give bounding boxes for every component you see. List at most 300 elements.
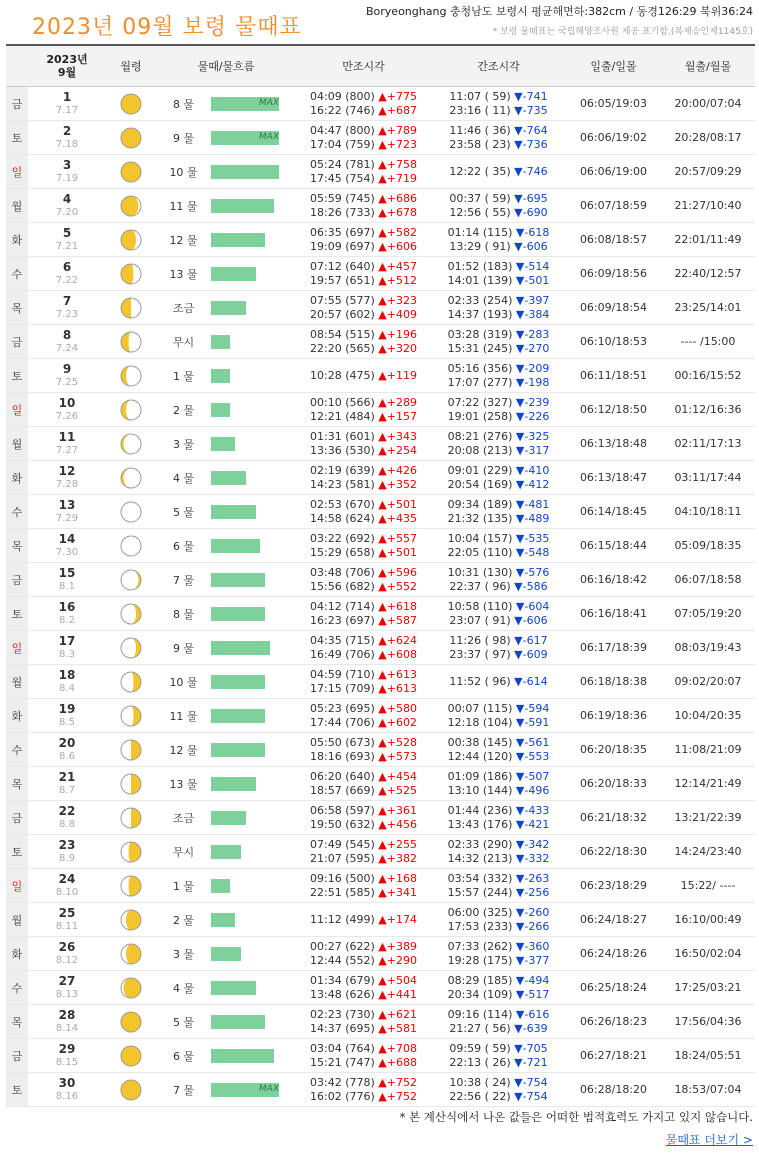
high-tide-header: 만조시각 xyxy=(296,45,431,87)
table-row xyxy=(6,121,755,155)
moonrise-moonset: 04:10/18:11 xyxy=(661,495,755,529)
date-cell: 2 7.18 xyxy=(28,121,106,155)
tide-flow-bar xyxy=(211,733,296,767)
date-cell: 14 7.30 xyxy=(28,529,106,563)
tide-type: 7 물 xyxy=(156,563,211,597)
low-tide-times: 01:44 (236) ▼-433 13:43 (176) ▼-421 xyxy=(431,801,566,835)
table-row xyxy=(6,529,755,563)
date-header: 2023년 9월 xyxy=(28,45,106,87)
moonrise-moonset: 14:24/23:40 xyxy=(661,835,755,869)
moon-header: 월령 xyxy=(106,45,156,87)
tide-flow-fill xyxy=(211,301,246,315)
tide-flow-bar xyxy=(211,1073,296,1107)
tide-flow-fill xyxy=(211,607,265,621)
day-of-week: 일 xyxy=(6,393,28,427)
tide-type: 1 물 xyxy=(156,359,211,393)
moonrise-moonset: ---- /15:00 xyxy=(661,325,755,359)
date-cell: 24 8.10 xyxy=(28,869,106,903)
moon-phase-icon xyxy=(106,1073,156,1107)
disclaimer: * 본 계산식에서 나온 값들은 어떠한 법적효력도 가지고 있지 않습니다. xyxy=(399,1110,753,1124)
day-of-week: 목 xyxy=(6,529,28,563)
tide-flow-bar xyxy=(211,529,296,563)
table-row xyxy=(6,155,755,189)
moon-phase-icon xyxy=(106,359,156,393)
tide-type: 8 물 xyxy=(156,597,211,631)
tide-flow-bar xyxy=(211,461,296,495)
tide-flow-bar xyxy=(211,359,296,393)
table-row xyxy=(6,563,755,597)
sunrise-header: 일출/일몰 xyxy=(566,45,661,87)
sunrise-sunset: 06:11/18:51 xyxy=(566,359,661,393)
high-tide-times: 06:35 (697) ▲+582 19:09 (697) ▲+606 xyxy=(296,223,431,257)
sunrise-sunset: 06:06/19:02 xyxy=(566,121,661,155)
tide-flow-bar xyxy=(211,1039,296,1073)
table-row xyxy=(6,1073,755,1107)
day-of-week: 수 xyxy=(6,733,28,767)
moon-phase-icon xyxy=(106,257,156,291)
sunrise-sunset: 06:20/18:33 xyxy=(566,767,661,801)
tide-flow-fill xyxy=(211,1049,274,1063)
tide-flow-fill xyxy=(211,233,265,247)
tide-type: 6 물 xyxy=(156,529,211,563)
day-of-week: 토 xyxy=(6,835,28,869)
table-row xyxy=(6,733,755,767)
day-of-week: 월 xyxy=(6,903,28,937)
moonrise-moonset: 08:03/19:43 xyxy=(661,631,755,665)
tide-table xyxy=(6,44,755,1107)
day-of-week: 목 xyxy=(6,1005,28,1039)
tide-flow-bar xyxy=(211,223,296,257)
tide-type: 3 물 xyxy=(156,937,211,971)
moon-phase-icon xyxy=(106,971,156,1005)
tide-type: 13 물 xyxy=(156,257,211,291)
moon-phase-icon xyxy=(106,461,156,495)
moonrise-moonset: 01:12/16:36 xyxy=(661,393,755,427)
day-of-week: 금 xyxy=(6,1039,28,1073)
high-tide-times: 10:28 (475) ▲+119 xyxy=(296,359,431,393)
low-tide-times: 00:07 (115) ▼-594 12:18 (104) ▼-591 xyxy=(431,699,566,733)
date-cell: 11 7.27 xyxy=(28,427,106,461)
table-row xyxy=(6,767,755,801)
moon-phase-icon xyxy=(106,699,156,733)
sunrise-sunset: 06:09/18:54 xyxy=(566,291,661,325)
table-row xyxy=(6,869,755,903)
moon-phase-icon xyxy=(106,835,156,869)
date-cell: 5 7.21 xyxy=(28,223,106,257)
date-cell: 28 8.14 xyxy=(28,1005,106,1039)
high-tide-times: 07:12 (640) ▲+457 19:57 (651) ▲+512 xyxy=(296,257,431,291)
tide-flow-fill xyxy=(211,947,241,961)
date-cell: 17 8.3 xyxy=(28,631,106,665)
low-tide-times: 01:09 (186) ▼-507 13:10 (144) ▼-496 xyxy=(431,767,566,801)
tide-type: 무시 xyxy=(156,835,211,869)
moonrise-moonset: 22:40/12:57 xyxy=(661,257,755,291)
tide-flow-fill xyxy=(211,777,256,791)
table-row xyxy=(6,325,755,359)
tide-flow-bar xyxy=(211,937,296,971)
moon-phase-icon xyxy=(106,563,156,597)
tide-flow-fill xyxy=(211,369,230,383)
sunrise-sunset: 06:28/18:20 xyxy=(566,1073,661,1107)
date-cell: 30 8.16 xyxy=(28,1073,106,1107)
more-tide-link[interactable]: 물때표 더보기 > xyxy=(665,1133,753,1147)
sunrise-sunset: 06:06/19:00 xyxy=(566,155,661,189)
tide-flow-bar xyxy=(211,869,296,903)
tide-type: 4 물 xyxy=(156,461,211,495)
sunrise-sunset: 06:26/18:23 xyxy=(566,1005,661,1039)
moon-phase-icon xyxy=(106,937,156,971)
day-of-week: 화 xyxy=(6,461,28,495)
tide-flow-fill xyxy=(211,199,274,213)
day-of-week: 금 xyxy=(6,563,28,597)
tide-flow-fill xyxy=(211,709,265,723)
moon-phase-icon xyxy=(106,291,156,325)
day-of-week: 토 xyxy=(6,121,28,155)
sunrise-sunset: 06:24/18:26 xyxy=(566,937,661,971)
table-row xyxy=(6,291,755,325)
tide-type: 9 물 xyxy=(156,121,211,155)
low-tide-times: 00:38 (145) ▼-561 12:44 (120) ▼-553 xyxy=(431,733,566,767)
tide-flow-fill xyxy=(211,981,256,995)
moonrise-moonset: 17:25/03:21 xyxy=(661,971,755,1005)
low-tide-times: 10:58 (110) ▼-604 23:07 ( 91) ▼-606 xyxy=(431,597,566,631)
moonrise-moonset: 07:05/19:20 xyxy=(661,597,755,631)
sunrise-sunset: 06:20/18:35 xyxy=(566,733,661,767)
moon-phase-icon xyxy=(106,325,156,359)
tide-flow-bar xyxy=(211,971,296,1005)
tide-type: 12 물 xyxy=(156,223,211,257)
day-of-week: 일 xyxy=(6,869,28,903)
sunrise-sunset: 06:10/18:53 xyxy=(566,325,661,359)
tide-flow-fill xyxy=(211,403,230,417)
table-row xyxy=(6,835,755,869)
low-tide-times: 07:33 (262) ▼-360 19:28 (175) ▼-377 xyxy=(431,937,566,971)
tide-flow-fill xyxy=(211,675,265,689)
low-tide-times: 00:37 ( 59) ▼-695 12:56 ( 55) ▼-690 xyxy=(431,189,566,223)
low-tide-times: 06:00 (325) ▼-260 17:53 (233) ▼-266 xyxy=(431,903,566,937)
high-tide-times: 00:10 (566) ▲+289 12:21 (484) ▲+157 xyxy=(296,393,431,427)
moon-phase-icon xyxy=(106,529,156,563)
high-tide-times: 04:12 (714) ▲+618 16:23 (697) ▲+587 xyxy=(296,597,431,631)
high-tide-times: 07:55 (577) ▲+323 20:57 (602) ▲+409 xyxy=(296,291,431,325)
sunrise-sunset: 06:12/18:50 xyxy=(566,393,661,427)
tide-type: 12 물 xyxy=(156,733,211,767)
high-tide-times: 02:19 (639) ▲+426 14:23 (581) ▲+352 xyxy=(296,461,431,495)
tide-flow-bar xyxy=(211,155,296,189)
low-tide-times: 09:16 (114) ▼-616 21:27 ( 56) ▼-639 xyxy=(431,1005,566,1039)
moon-phase-icon xyxy=(106,767,156,801)
moonrise-moonset: 00:16/15:52 xyxy=(661,359,755,393)
date-cell: 25 8.11 xyxy=(28,903,106,937)
day-of-week: 금 xyxy=(6,325,28,359)
moonrise-moonset: 16:10/00:49 xyxy=(661,903,755,937)
tide-flow-bar xyxy=(211,393,296,427)
low-tide-times: 10:31 (130) ▼-576 22:37 ( 96) ▼-586 xyxy=(431,563,566,597)
date-cell: 13 7.29 xyxy=(28,495,106,529)
date-cell: 6 7.22 xyxy=(28,257,106,291)
low-tide-times: 02:33 (290) ▼-342 14:32 (213) ▼-332 xyxy=(431,835,566,869)
tide-type: 7 물 xyxy=(156,1073,211,1107)
date-cell: 9 7.25 xyxy=(28,359,106,393)
tide-flow-fill xyxy=(211,267,256,281)
date-cell: 15 8.1 xyxy=(28,563,106,597)
tide-flow-bar xyxy=(211,903,296,937)
high-tide-times: 03:48 (706) ▲+596 15:56 (682) ▲+552 xyxy=(296,563,431,597)
tide-type: 5 물 xyxy=(156,495,211,529)
table-row xyxy=(6,903,755,937)
table-row xyxy=(6,801,755,835)
tide-type: 조금 xyxy=(156,801,211,835)
high-tide-times: 05:50 (673) ▲+528 18:16 (693) ▲+573 xyxy=(296,733,431,767)
low-tide-times: 08:21 (276) ▼-325 20:08 (213) ▼-317 xyxy=(431,427,566,461)
tide-type: 1 물 xyxy=(156,869,211,903)
high-tide-times: 01:31 (601) ▲+343 13:36 (530) ▲+254 xyxy=(296,427,431,461)
moon-phase-icon xyxy=(106,733,156,767)
tide-type: 4 물 xyxy=(156,971,211,1005)
tide-type: 10 물 xyxy=(156,155,211,189)
tide-flow-bar xyxy=(211,835,296,869)
tide-type: 2 물 xyxy=(156,903,211,937)
sunrise-sunset: 06:05/19:03 xyxy=(566,87,661,121)
tide-type: 10 물 xyxy=(156,665,211,699)
day-of-week: 월 xyxy=(6,189,28,223)
table-row xyxy=(6,937,755,971)
moonrise-moonset: 20:28/08:17 xyxy=(661,121,755,155)
tide-type-header: 물때/물흐름 xyxy=(156,45,296,87)
page-title: 2023년 09월 보령 물때표 xyxy=(32,15,302,40)
sunrise-sunset: 06:16/18:42 xyxy=(566,563,661,597)
tide-flow-fill xyxy=(211,437,235,451)
sunrise-sunset: 06:15/18:44 xyxy=(566,529,661,563)
high-tide-times: 04:59 (710) ▲+613 17:15 (709) ▲+613 xyxy=(296,665,431,699)
tide-flow-bar xyxy=(211,291,296,325)
max-label: MAX xyxy=(258,1083,279,1094)
low-tide-times: 11:07 ( 59) ▼-741 23:16 ( 11) ▼-735 xyxy=(431,87,566,121)
tide-flow-fill xyxy=(211,913,235,927)
day-of-week: 목 xyxy=(6,767,28,801)
tide-flow-bar xyxy=(211,1005,296,1039)
date-cell: 23 8.9 xyxy=(28,835,106,869)
date-cell: 16 8.2 xyxy=(28,597,106,631)
table-row xyxy=(6,427,755,461)
day-of-week: 수 xyxy=(6,495,28,529)
date-cell: 12 7.28 xyxy=(28,461,106,495)
tide-flow-bar xyxy=(211,767,296,801)
date-cell: 1 7.17 xyxy=(28,87,106,121)
sunrise-sunset: 06:13/18:47 xyxy=(566,461,661,495)
high-tide-times: 03:22 (692) ▲+557 15:29 (658) ▲+501 xyxy=(296,529,431,563)
high-tide-times: 02:53 (670) ▲+501 14:58 (624) ▲+435 xyxy=(296,495,431,529)
low-tide-times: 01:52 (183) ▼-514 14:01 (139) ▼-501 xyxy=(431,257,566,291)
high-tide-times: 04:35 (715) ▲+624 16:49 (706) ▲+608 xyxy=(296,631,431,665)
moonrise-moonset: 12:14/21:49 xyxy=(661,767,755,801)
moonrise-moonset: 16:50/02:04 xyxy=(661,937,755,971)
moonrise-moonset: 20:00/07:04 xyxy=(661,87,755,121)
date-cell: 7 7.23 xyxy=(28,291,106,325)
table-row xyxy=(6,1039,755,1073)
high-tide-times: 00:27 (622) ▲+389 12:44 (552) ▲+290 xyxy=(296,937,431,971)
moonrise-moonset: 02:11/17:13 xyxy=(661,427,755,461)
sunrise-sunset: 06:07/18:59 xyxy=(566,189,661,223)
tide-flow-fill xyxy=(211,335,230,349)
tide-flow-bar xyxy=(211,87,296,121)
table-row xyxy=(6,971,755,1005)
day-of-week: 수 xyxy=(6,257,28,291)
moonrise-moonset: 03:11/17:44 xyxy=(661,461,755,495)
tide-flow-bar xyxy=(211,121,296,155)
low-tide-times: 09:01 (229) ▼-410 20:54 (169) ▼-412 xyxy=(431,461,566,495)
high-tide-times: 05:59 (745) ▲+686 18:26 (733) ▲+678 xyxy=(296,189,431,223)
date-cell: 22 8.8 xyxy=(28,801,106,835)
tide-flow-bar xyxy=(211,665,296,699)
tide-flow-fill xyxy=(211,811,246,825)
high-tide-times: 04:47 (800) ▲+789 17:04 (759) ▲+723 xyxy=(296,121,431,155)
table-row xyxy=(6,359,755,393)
moon-phase-icon xyxy=(106,869,156,903)
moon-phase-icon xyxy=(106,121,156,155)
tide-flow-fill xyxy=(211,845,241,859)
tide-flow-bar xyxy=(211,597,296,631)
day-of-week: 목 xyxy=(6,291,28,325)
moonrise-moonset: 05:09/18:35 xyxy=(661,529,755,563)
date-cell: 27 8.13 xyxy=(28,971,106,1005)
sunrise-sunset: 06:23/18:29 xyxy=(566,869,661,903)
table-row xyxy=(6,223,755,257)
moonrise-moonset: 17:56/04:36 xyxy=(661,1005,755,1039)
day-of-week: 토 xyxy=(6,597,28,631)
high-tide-times: 08:54 (515) ▲+196 22:20 (565) ▲+320 xyxy=(296,325,431,359)
table-row xyxy=(6,699,755,733)
moonrise-moonset: 21:27/10:40 xyxy=(661,189,755,223)
date-cell: 10 7.26 xyxy=(28,393,106,427)
moon-phase-icon xyxy=(106,665,156,699)
date-cell: 3 7.19 xyxy=(28,155,106,189)
sunrise-sunset: 06:18/18:38 xyxy=(566,665,661,699)
low-tide-times: 03:54 (332) ▼-263 15:57 (244) ▼-256 xyxy=(431,869,566,903)
high-tide-times: 02:23 (730) ▲+621 14:37 (695) ▲+581 xyxy=(296,1005,431,1039)
sunrise-sunset: 06:21/18:32 xyxy=(566,801,661,835)
table-row xyxy=(6,87,755,121)
tide-flow-fill xyxy=(211,505,256,519)
tide-type: 무시 xyxy=(156,325,211,359)
tide-flow-bar xyxy=(211,189,296,223)
table-row xyxy=(6,1005,755,1039)
moonrise-moonset: 22:01/11:49 xyxy=(661,223,755,257)
day-of-week: 화 xyxy=(6,937,28,971)
moon-phase-icon xyxy=(106,903,156,937)
sunrise-sunset: 06:16/18:41 xyxy=(566,597,661,631)
moonrise-moonset: 15:22/ ---- xyxy=(661,869,755,903)
moon-phase-icon xyxy=(106,393,156,427)
low-tide-times: 08:29 (185) ▼-494 20:34 (109) ▼-517 xyxy=(431,971,566,1005)
tide-flow-fill xyxy=(211,539,260,553)
sunrise-sunset: 06:25/18:24 xyxy=(566,971,661,1005)
low-tide-times: 03:28 (319) ▼-283 15:31 (245) ▼-270 xyxy=(431,325,566,359)
day-of-week: 일 xyxy=(6,631,28,665)
day-of-week: 수 xyxy=(6,971,28,1005)
max-label: MAX xyxy=(258,131,279,142)
tide-flow-fill xyxy=(211,1015,265,1029)
moon-phase-icon xyxy=(106,801,156,835)
moon-phase-icon xyxy=(106,495,156,529)
high-tide-times: 04:09 (800) ▲+775 16:22 (746) ▲+687 xyxy=(296,87,431,121)
tide-flow-fill xyxy=(211,879,230,893)
moon-phase-icon xyxy=(106,223,156,257)
moonrise-moonset: 10:04/20:35 xyxy=(661,699,755,733)
day-of-week: 화 xyxy=(6,699,28,733)
tide-flow-bar xyxy=(211,801,296,835)
high-tide-times: 01:34 (679) ▲+504 13:48 (626) ▲+441 xyxy=(296,971,431,1005)
day-of-week: 월 xyxy=(6,665,28,699)
moonrise-moonset: 09:02/20:07 xyxy=(661,665,755,699)
table-header-row xyxy=(6,45,755,87)
tide-flow-bar xyxy=(211,563,296,597)
low-tide-times: 11:52 ( 96) ▼-614 xyxy=(431,665,566,699)
day-of-week: 월 xyxy=(6,427,28,461)
moon-phase-icon xyxy=(106,427,156,461)
low-tide-times: 07:22 (327) ▼-239 19:01 (258) ▼-226 xyxy=(431,393,566,427)
day-of-week: 토 xyxy=(6,1073,28,1107)
day-of-week: 토 xyxy=(6,359,28,393)
tide-type: 조금 xyxy=(156,291,211,325)
moon-phase-icon xyxy=(106,1039,156,1073)
high-tide-times: 05:23 (695) ▲+580 17:44 (706) ▲+602 xyxy=(296,699,431,733)
table-row xyxy=(6,495,755,529)
date-cell: 29 8.15 xyxy=(28,1039,106,1073)
tide-flow-bar xyxy=(211,427,296,461)
moonrise-moonset: 11:08/21:09 xyxy=(661,733,755,767)
high-tide-times: 05:24 (781) ▲+758 17:45 (754) ▲+719 xyxy=(296,155,431,189)
location-info: Boryeonghang 충청남도 보령시 평균해면하:382cm / 동경126:29 북위36:24 xyxy=(366,5,753,18)
high-tide-times: 03:42 (778) ▲+752 16:02 (776) ▲+752 xyxy=(296,1073,431,1107)
tide-flow-fill xyxy=(211,573,265,587)
tide-type: 8 물 xyxy=(156,87,211,121)
sunrise-sunset: 06:14/18:45 xyxy=(566,495,661,529)
moon-phase-icon xyxy=(106,597,156,631)
sunrise-sunset: 06:13/18:48 xyxy=(566,427,661,461)
moonrise-moonset: 20:57/09:29 xyxy=(661,155,755,189)
date-cell: 4 7.20 xyxy=(28,189,106,223)
tide-type: 6 물 xyxy=(156,1039,211,1073)
sunrise-sunset: 06:24/18:27 xyxy=(566,903,661,937)
moonrise-moonset: 06:07/18:58 xyxy=(661,563,755,597)
high-tide-times: 06:58 (597) ▲+361 19:50 (632) ▲+456 xyxy=(296,801,431,835)
low-tide-times: 11:26 ( 98) ▼-617 23:37 ( 97) ▼-609 xyxy=(431,631,566,665)
moon-phase-icon xyxy=(106,87,156,121)
sunrise-sunset: 06:09/18:56 xyxy=(566,257,661,291)
low-tide-times: 11:46 ( 36) ▼-764 23:58 ( 23) ▼-736 xyxy=(431,121,566,155)
day-of-week: 일 xyxy=(6,155,28,189)
date-cell: 19 8.5 xyxy=(28,699,106,733)
tide-type: 13 물 xyxy=(156,767,211,801)
sunrise-sunset: 06:27/18:21 xyxy=(566,1039,661,1073)
tide-flow-bar xyxy=(211,699,296,733)
high-tide-times: 09:16 (500) ▲+168 22:51 (585) ▲+341 xyxy=(296,869,431,903)
tide-type: 11 물 xyxy=(156,189,211,223)
high-tide-times: 03:04 (764) ▲+708 15:21 (747) ▲+688 xyxy=(296,1039,431,1073)
sunrise-sunset: 06:22/18:30 xyxy=(566,835,661,869)
low-tide-times: 01:14 (115) ▼-618 13:29 ( 91) ▼-606 xyxy=(431,223,566,257)
day-of-week: 금 xyxy=(6,87,28,121)
dow-header xyxy=(6,45,28,87)
low-tide-times: 09:34 (189) ▼-481 21:32 (135) ▼-489 xyxy=(431,495,566,529)
moonrise-moonset: 13:21/22:39 xyxy=(661,801,755,835)
table-row xyxy=(6,631,755,665)
low-tide-header: 간조시각 xyxy=(431,45,566,87)
low-tide-times: 10:38 ( 24) ▼-754 22:56 ( 22) ▼-754 xyxy=(431,1073,566,1107)
tide-flow-fill xyxy=(211,471,246,485)
table-row xyxy=(6,665,755,699)
